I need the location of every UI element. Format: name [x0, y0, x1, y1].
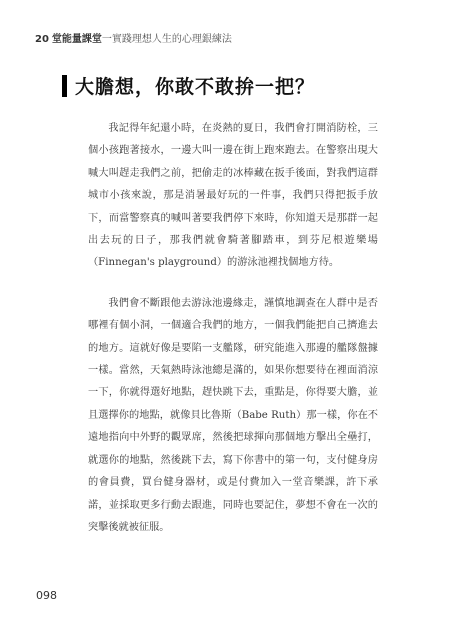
running-head	[35, 30, 232, 45]
body-text	[88, 118, 378, 539]
chapter-subtitle: 一實踐理想人生的心理銀練法	[101, 34, 232, 45]
paragraph-1: 我記得年紀還小時，在炎熱的夏日，我們會打開消防栓，三個小孩跑著接水，一邊大叫一邊在街上跑來跑去。在警察出現大喊大叫趕走我們之前，把偷走的冰棒藏在扳手後面，對我們這群城市小孩來說，那是消暑最好玩的一件事，我們只得把扳手放下，而當警察真的喊叫著要我們停下來時，你知道天是那群一起出去玩的日子，那我們就會騎著腳踏車，到芬尼根遊樂場（Finnegan's playground）的游泳池裡找個地方待。	[88, 123, 378, 269]
heading-bar	[62, 75, 67, 97]
chapter-title: 堂能量課堂	[51, 34, 102, 45]
chapter-number: 20	[35, 34, 49, 45]
section-heading	[62, 72, 315, 99]
page-number: 098	[36, 589, 57, 602]
paragraph-2: 我們會不斷跟他去游泳池邊緣走，謹慎地調查在人群中是否哪裡有個小洞，一個適合我們的地方，一個我們能把自己擠進去的地方。這就好像是要陷一支艦隊，研究能進入那邊的艦隊盤據一樣。當然，天氣熱時泳池總是滿的，如果你想要待在裡面消涼一下，你就得選好地點，趕快跳下去，重點是，你得要大膽，並且選擇你的地點，就像貝比魯斯（Babe Ruth）那一樣，你在不遠地指向中外野的觀眾席，然後把球揮向那個地方擊出全壘打，就選你的地點，然後跳下去，寫下你書中的第一句，支付健身房的會員費，買台健身器材，或是付費加入一堂音樂課，許下承諾，並採取更多行動去跟進，同時也要記住，夢想不會在一次的突擊後就被征服。	[88, 297, 378, 533]
section-title: 大膽想，你敢不敢拚一把？	[75, 76, 316, 98]
